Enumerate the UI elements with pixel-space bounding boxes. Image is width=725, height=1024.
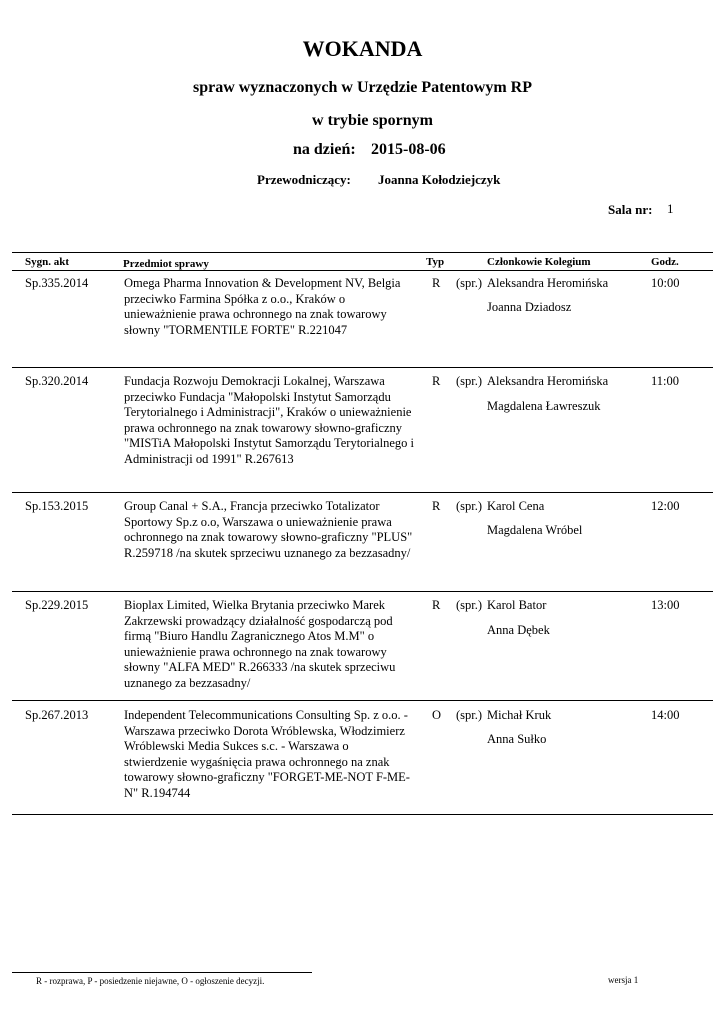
member-second: Joanna Dziadosz	[487, 300, 572, 314]
member-second: Magdalena Ławreszuk	[487, 399, 601, 413]
chair-value: Joanna Kołodziejczyk	[378, 172, 501, 187]
page-title: WOKANDA	[302, 36, 423, 61]
row-divider	[12, 367, 713, 368]
rapporteur-mark: (spr.)	[456, 374, 483, 388]
rapporteur-mark: (spr.)	[456, 276, 483, 290]
row-divider	[12, 492, 713, 493]
case-subject: Bioplax Limited, Wielka Brytania przeciwko Marek Zakrzewski prowadzący działalność gospodarczą pod firmą "Biuro Handlu Zagranicznego Atos M.M" o unieważnienie prawa ochronnego na znak towarowy słowny "ALFA MED" R.266333 /na skutek sprzeciwu uznanego za bezzasadny/	[124, 598, 396, 690]
sala-label: Sala nr:	[608, 202, 653, 217]
version-label: wersja 1	[608, 975, 639, 985]
rapporteur-mark: (spr.)	[456, 598, 483, 612]
member-rapporteur: Aleksandra Heromińska	[487, 276, 609, 290]
case-type: R	[432, 374, 441, 388]
col-header-subject: Przedmiot sprawy	[123, 258, 209, 270]
rapporteur-mark: (spr.)	[456, 708, 483, 722]
member-rapporteur: Michał Kruk	[487, 708, 552, 722]
member-rapporteur: Karol Cena	[487, 499, 545, 513]
col-header-godz: Godz.	[651, 256, 679, 268]
table-header-divider	[12, 270, 713, 271]
rapporteur-mark: (spr.)	[456, 499, 483, 513]
sala-value: 1	[667, 201, 674, 216]
mode-line: w trybie spornym	[312, 112, 433, 129]
case-number: Sp.335.2014	[25, 276, 89, 290]
case-subject: Fundacja Rozwoju Demokracji Lokalnej, Warszawa przeciwko Fundacja "Małopolski Instytut Samorządu Terytorialnego i Administracji", Kraków o unieważnienie prawa ochronnego na znak towarowy słowno-graficzny "MISTiA Małopolski Instytut Samorządu Terytorialnego i Administracji od 1991" R.267613	[124, 374, 414, 466]
footer-divider	[12, 972, 312, 973]
case-number: Sp.153.2015	[25, 499, 89, 513]
col-header-typ: Typ	[426, 256, 445, 268]
member-rapporteur: Aleksandra Heromińska	[487, 374, 609, 388]
col-header-sygn: Sygn. akt	[25, 256, 70, 268]
member-rapporteur: Karol Bator	[487, 598, 547, 612]
row-divider	[12, 700, 713, 701]
member-second: Anna Sułko	[487, 732, 547, 746]
col-header-members: Członkowie Kolegium	[487, 256, 591, 268]
chair-label: Przewodniczący:	[257, 172, 351, 187]
case-subject: Independent Telecommunications Consulting Sp. z o.o. - Warszawa przeciwko Dorota Wróblewska, Włodzimierz Wróblewski Media Sukces s.c. - Warszawa o stwierdzenie wygaśnięcia prawa ochronnego na znak towarowy słowno-graficzny "FORGET-ME-NOT F-ME-N" R.194744	[124, 708, 410, 800]
member-second: Anna Dębek	[487, 623, 550, 637]
case-type: R	[432, 276, 441, 290]
date-value: 2015-08-06	[371, 141, 446, 158]
case-type: R	[432, 499, 441, 513]
table-bottom-divider	[12, 814, 713, 815]
page-subtitle: spraw wyznaczonych w Urzędzie Patentowym RP	[192, 79, 533, 96]
case-number: Sp.229.2015	[25, 598, 89, 612]
type-legend: R - rozprawa, P - posiedzenie niejawne, O - ogłoszenie decyzji.	[36, 976, 265, 986]
case-subject: Group Canal + S.A., Francja przeciwko Totalizator Sportowy Sp.z o.o, Warszawa o unieważnienie prawa ochronnego na znak towarowy słowno-graficzny "PLUS" R.259718 /na skutek sprzeciwu uznanego za bezzasadny/	[124, 499, 413, 560]
case-type: O	[432, 708, 442, 722]
case-subject: Omega Pharma Innovation & Development NV, Belgia przeciwko Farmina Spółka z o.o., Kraków o unieważnienie prawa ochronnego na znak towarowy słowny "TORMENTILE FORTE" R.221047	[124, 276, 401, 337]
table-top-divider	[12, 252, 713, 253]
case-time: 11:00	[651, 374, 680, 388]
case-time: 13:00	[651, 598, 680, 612]
case-time: 10:00	[651, 276, 680, 290]
member-second: Magdalena Wróbel	[487, 523, 583, 537]
case-time: 14:00	[651, 708, 680, 722]
case-type: R	[432, 598, 441, 612]
case-number: Sp.267.2013	[25, 708, 89, 722]
case-number: Sp.320.2014	[25, 374, 89, 388]
row-divider	[12, 591, 713, 592]
case-time: 12:00	[651, 499, 680, 513]
date-label: na dzień:	[293, 141, 356, 158]
